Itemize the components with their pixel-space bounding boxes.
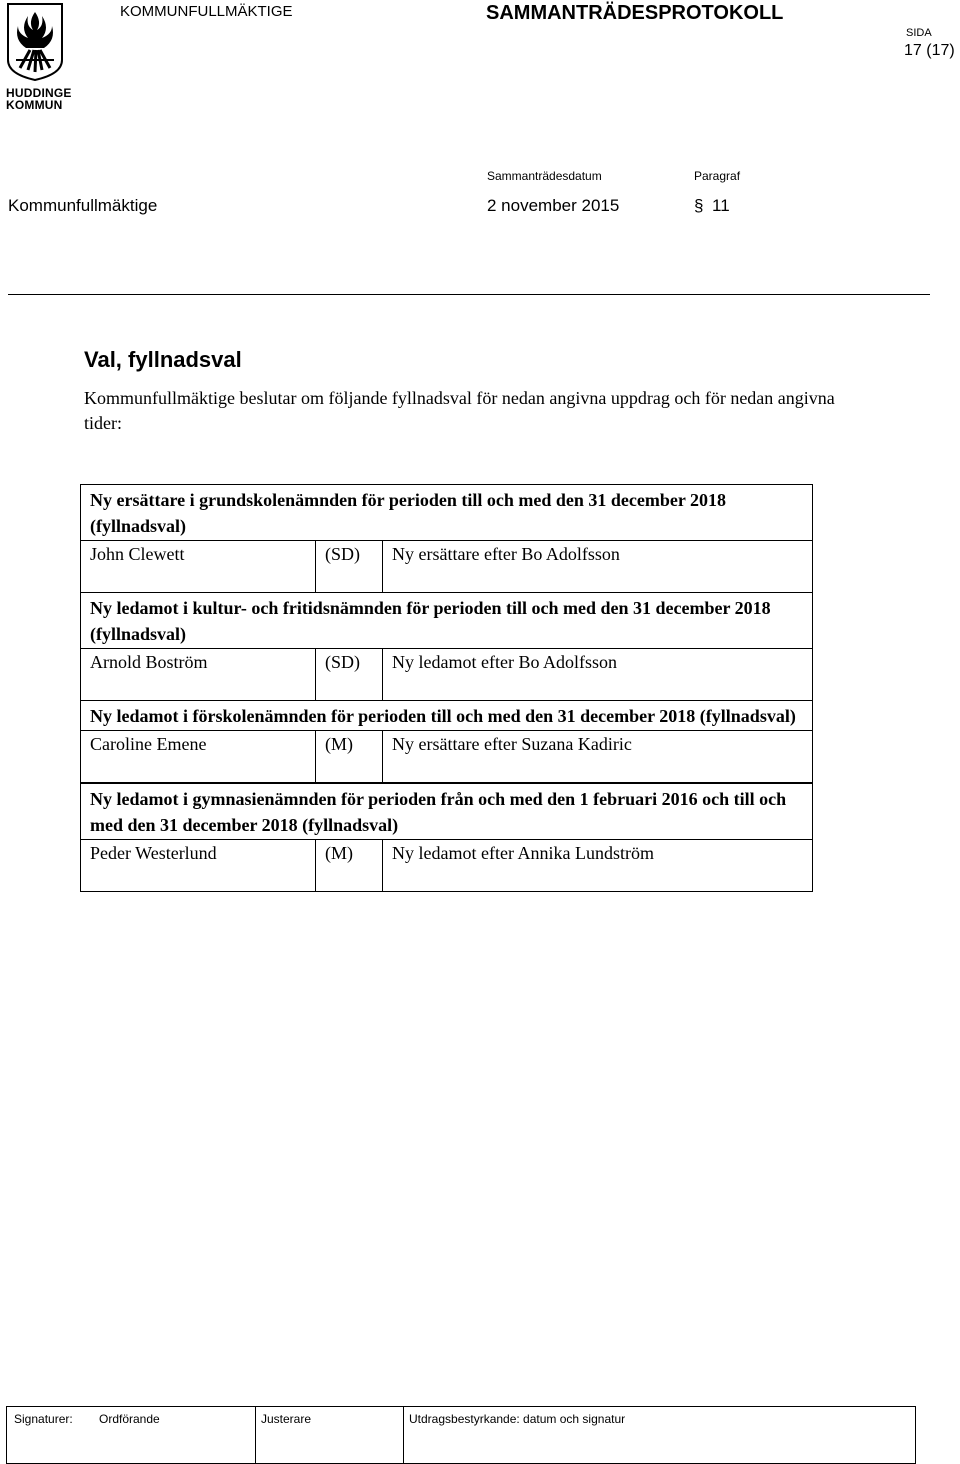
- section-heading-row: [81, 783, 813, 840]
- section-heading: Ny ersättare i grundskolenämnden för perioden till och med den 31 december 2018 (fyllnadsval): [81, 485, 813, 541]
- election-table: [80, 484, 813, 892]
- paragraph-number: 11: [712, 196, 730, 215]
- logo-text-line2: KOMMUN: [6, 98, 63, 112]
- member-name: John Clewett: [81, 541, 316, 593]
- member-role: Ny ledamot efter Annika Lundström: [383, 840, 813, 892]
- date-label: Sammanträdesdatum: [487, 169, 602, 183]
- meeting-date: 2 november 2015: [487, 196, 620, 215]
- table-row: [81, 731, 813, 784]
- section-heading: Ny ledamot i kultur- och fritidsnämnden för perioden till och med den 31 december 2018 (fyllnadsval): [81, 593, 813, 649]
- table-row: [81, 649, 813, 701]
- huddinge-logo: [6, 2, 72, 112]
- table-row: [81, 541, 813, 593]
- page-label: SIDA: [906, 27, 932, 39]
- member-name: Caroline Emene: [81, 731, 316, 784]
- section-heading-row: [81, 485, 813, 541]
- member-role: Ny ledamot efter Bo Adolfsson: [383, 649, 813, 701]
- paragraph-label: Paragraf: [694, 169, 741, 183]
- coat-of-arms-icon: [6, 2, 64, 82]
- certification-cell: [403, 1407, 915, 1463]
- member-party: (SD): [316, 649, 383, 701]
- member-role: Ny ersättare efter Bo Adolfsson: [383, 541, 813, 593]
- document-type: SAMMANTRÄDESPROTOKOLL: [486, 2, 784, 24]
- page-number: 17 (17): [904, 42, 955, 59]
- member-party: (M): [316, 840, 383, 892]
- adjuster-cell: [255, 1407, 404, 1463]
- logo-text-line1: HUDDINGE: [6, 86, 72, 100]
- section-heading-row: [81, 701, 813, 731]
- member-party: (M): [316, 731, 383, 784]
- meeting-body: Kommunfullmäktige: [8, 196, 158, 215]
- certification-label: Utdragsbestyrkande: datum och signatur: [409, 1412, 626, 1426]
- section-heading: Ny ledamot i förskolenämnden för perioden till och med den 31 december 2018 (fyllnadsval): [81, 701, 813, 731]
- section-heading: Ny ledamot i gymnasienämnden för perioden från och med den 1 februari 2016 och till och med den 31 december 2018 (fyllnadsval): [81, 783, 813, 840]
- member-role: Ny ersättare efter Suzana Kadiric: [383, 731, 813, 784]
- signatures-label: Signaturer:: [14, 1412, 73, 1426]
- header-divider: [8, 294, 930, 295]
- chair-label: Ordförande: [99, 1412, 160, 1426]
- section-heading-row: [81, 593, 813, 649]
- adjuster-label: Justerare: [261, 1412, 312, 1426]
- member-name: Arnold Boström: [81, 649, 316, 701]
- signature-footer: [6, 1406, 916, 1464]
- page-title: Val, fyllnadsval: [84, 347, 242, 372]
- table-row: [81, 840, 813, 892]
- member-name: Peder Westerlund: [81, 840, 316, 892]
- member-party: (SD): [316, 541, 383, 593]
- paragraph-symbol: §: [694, 196, 704, 215]
- organ-name: KOMMUNFULLMÄKTIGE: [120, 3, 293, 20]
- intro-text: Kommunfullmäktige beslutar om följande fyllnadsval för nedan angivna uppdrag och för nedan angivna tider:: [84, 388, 835, 433]
